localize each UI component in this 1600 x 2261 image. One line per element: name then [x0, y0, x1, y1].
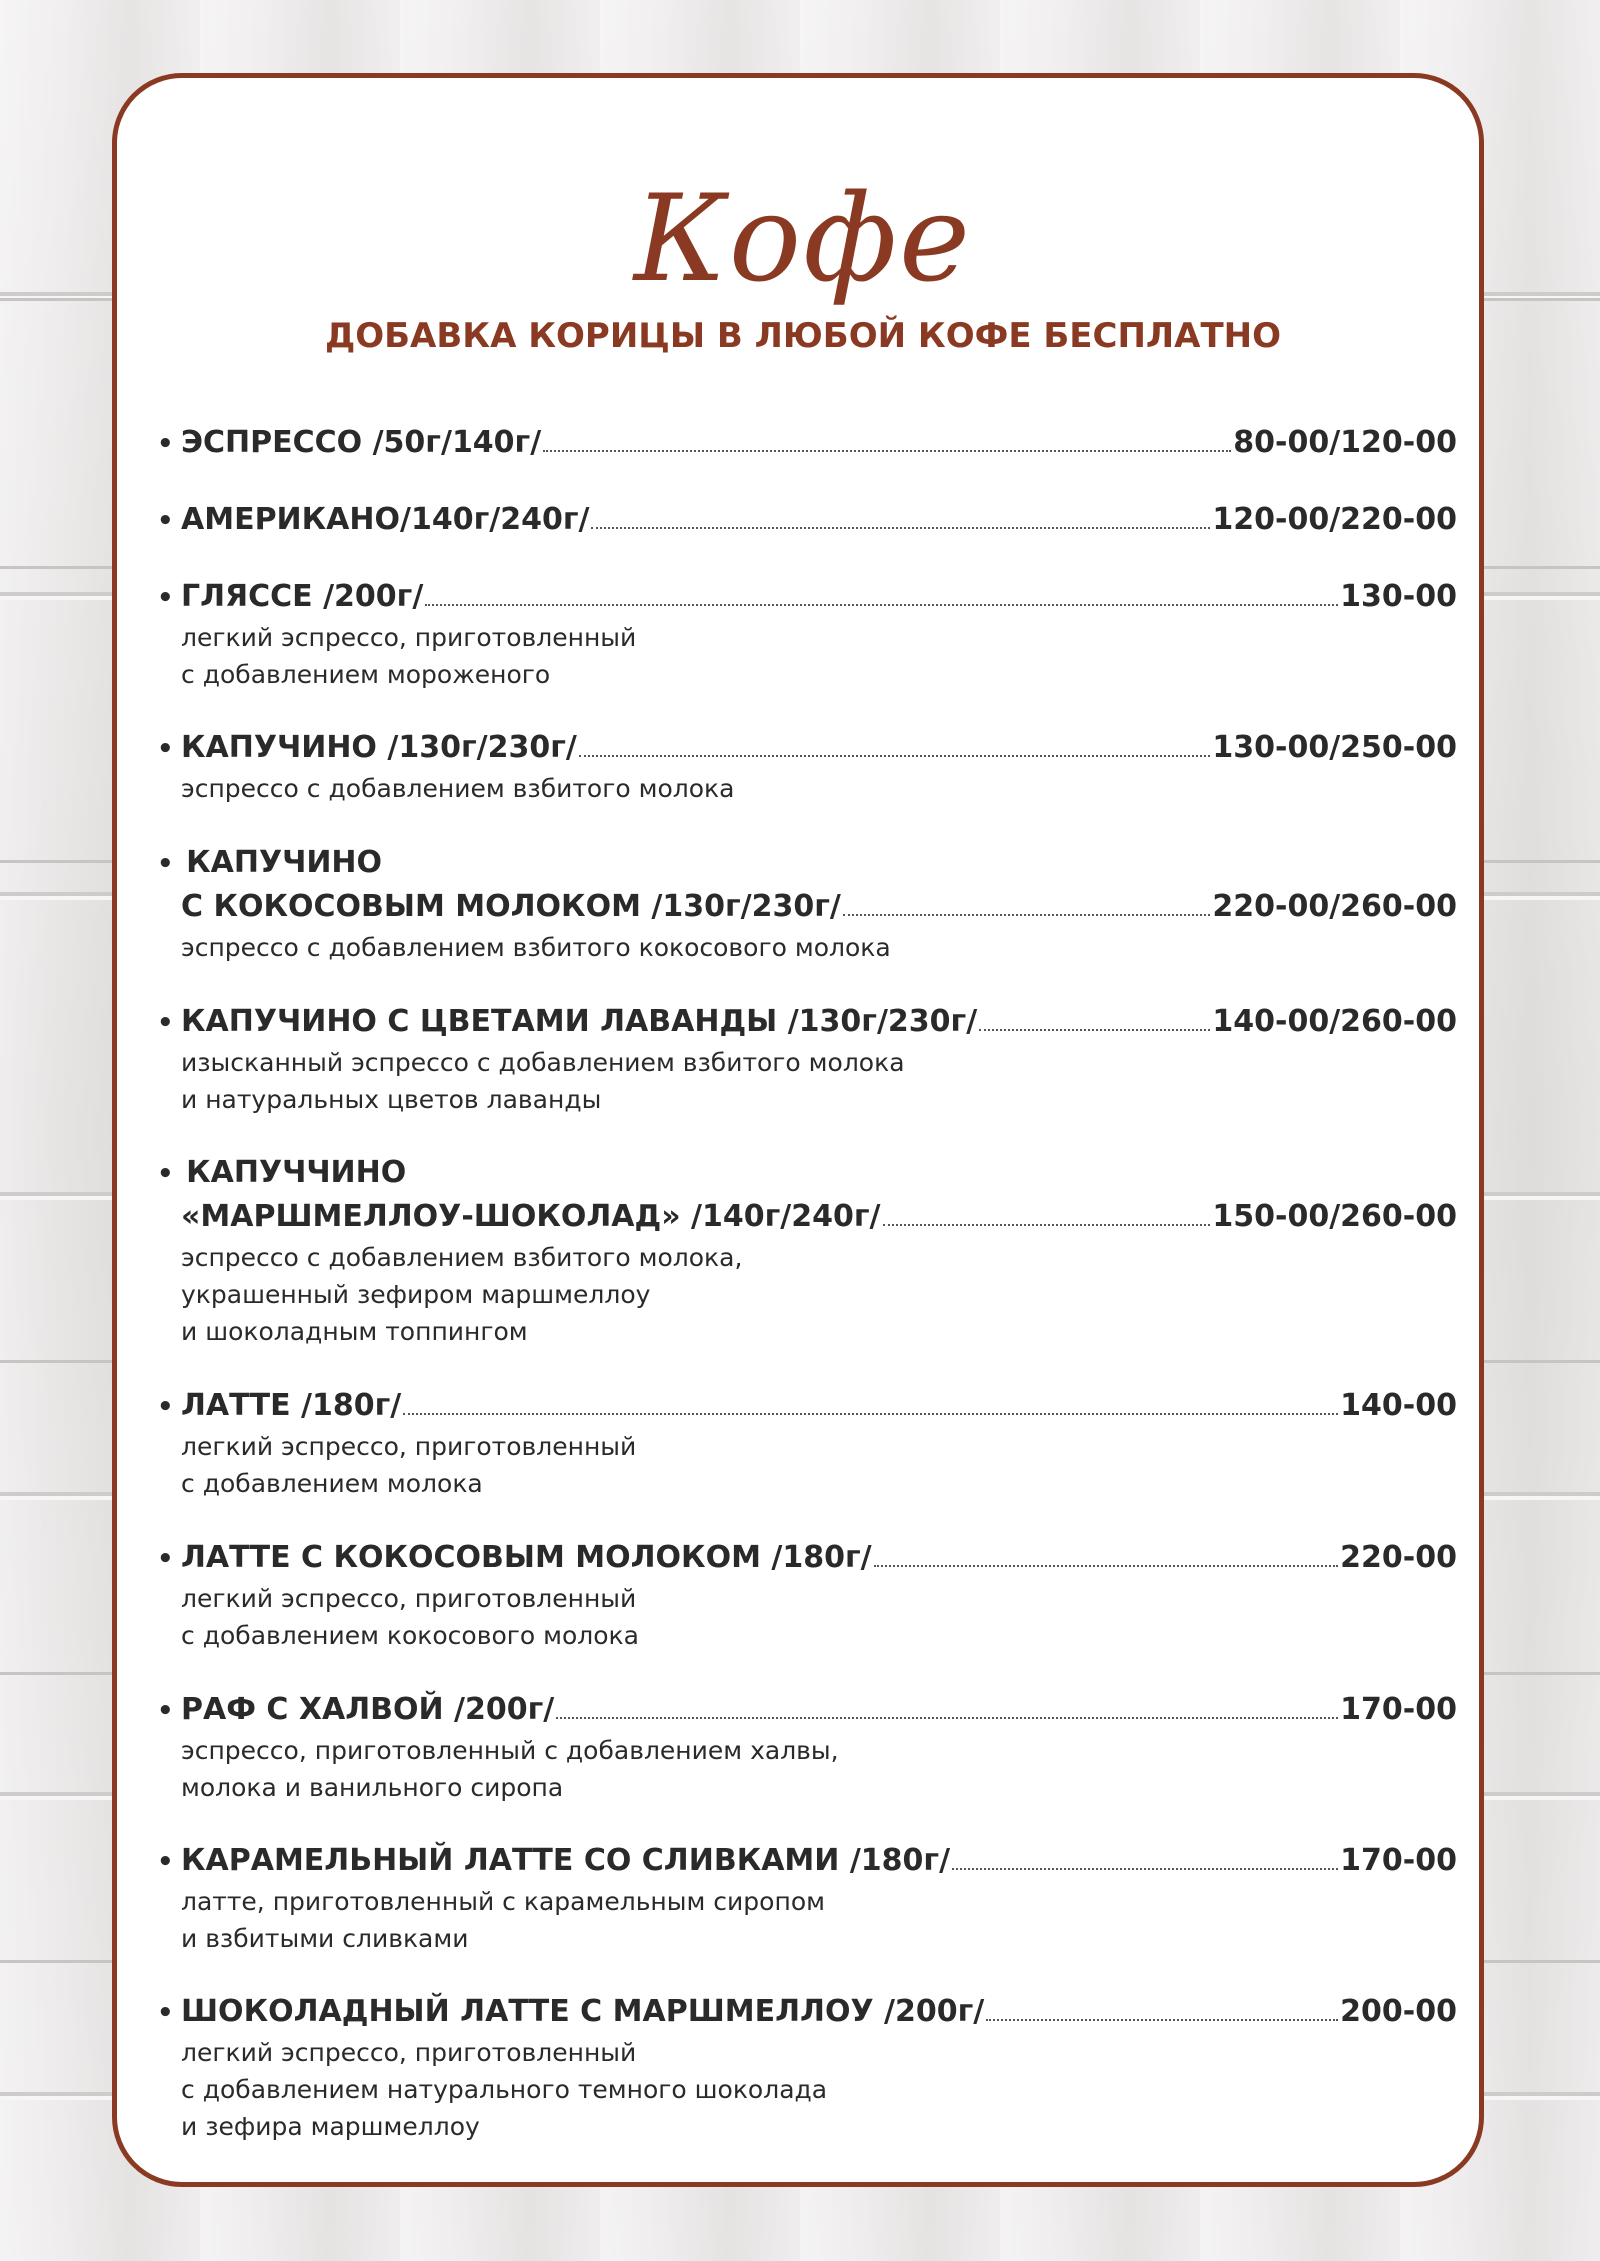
- dot-leader: [986, 2018, 1338, 2021]
- item-name: ЛАТТЕ С КОКОСОВЫМ МОЛОКОМ /180г/: [181, 1540, 872, 1575]
- menu-item-latte-coconut: [157, 1536, 1457, 1654]
- dot-leader: [591, 526, 1210, 529]
- item-description: легкий эспрессо, приготовленный: [181, 1432, 637, 1461]
- bullet-icon: •: [157, 1998, 174, 2028]
- item-description: легкий эспрессо, приготовленный: [181, 623, 637, 652]
- item-name: С КОКОСОВЫМ МОЛОКОМ /130г/230г/: [181, 889, 841, 924]
- item-price: 170-00: [1340, 1692, 1457, 1727]
- item-price: 130-00: [1340, 579, 1457, 614]
- dot-leader: [952, 1867, 1338, 1870]
- item-name: ЛАТТЕ /180г/: [181, 1388, 402, 1423]
- menu-panel: [112, 73, 1484, 2187]
- bullet-icon: •: [157, 734, 174, 764]
- dot-leader: [556, 1716, 1338, 1719]
- item-description: украшенный зефиром маршмеллоу: [181, 1280, 651, 1309]
- dot-leader: [843, 913, 1211, 916]
- dot-leader: [883, 1223, 1211, 1226]
- item-price: 220-00: [1340, 1540, 1457, 1575]
- item-description: латте, приготовленный с карамельным сиропом: [181, 1887, 825, 1916]
- item-description: и натуральных цветов лаванды: [181, 1085, 602, 1114]
- item-name: ШОКОЛАДНЫЙ ЛАТТЕ С МАРШМЕЛЛОУ /200г/: [181, 1994, 985, 2029]
- item-price: 140-00: [1340, 1388, 1457, 1423]
- item-name: «МАРШМЕЛЛОУ-ШОКОЛАД» /140г/240г/: [181, 1199, 881, 1234]
- menu-item-americano: [157, 498, 1457, 542]
- dot-leader: [425, 603, 1338, 606]
- dot-leader: [579, 754, 1211, 757]
- item-description: с добавлением натурального темного шоколада: [181, 2075, 828, 2104]
- item-description: эспрессо с добавлением взбитого молока,: [181, 1243, 743, 1272]
- bullet-icon: •: [157, 849, 174, 879]
- item-name: КАПУЧИНО С ЦВЕТАМИ ЛАВАНДЫ /130г/230г/: [181, 1004, 978, 1039]
- item-name: КАРАМЕЛЬНЫЙ ЛАТТЕ СО СЛИВКАМИ /180г/: [181, 1843, 951, 1878]
- bullet-icon: •: [157, 1159, 174, 1189]
- item-description: с добавлением кокосового молока: [181, 1621, 639, 1650]
- bullet-icon: •: [157, 1392, 174, 1422]
- bullet-icon: •: [157, 1544, 174, 1574]
- item-price: 200-00: [1340, 1994, 1457, 2029]
- item-price: 130-00/250-00: [1212, 730, 1457, 765]
- bullet-icon: •: [157, 1008, 174, 1038]
- dot-leader: [874, 1564, 1339, 1567]
- menu-item-glace: [157, 575, 1457, 693]
- menu-item-chocolate-latte: [157, 1990, 1457, 2145]
- menu-item-cappuccino-lavender: [157, 1000, 1457, 1118]
- item-price: 120-00/220-00: [1212, 502, 1457, 537]
- menu-item-cappuccino: [157, 726, 1457, 807]
- menu-item-latte: [157, 1384, 1457, 1502]
- item-price: 150-00/260-00: [1212, 1199, 1457, 1234]
- dot-leader: [543, 449, 1231, 452]
- menu-item-caramel-latte: [157, 1839, 1457, 1957]
- item-name: АМЕРИКАНО/140г/240г/: [181, 502, 590, 537]
- item-description: и взбитыми сливками: [181, 1924, 469, 1953]
- item-description: молока и ванильного сиропа: [181, 1773, 564, 1802]
- page-title: Кофе: [633, 170, 973, 309]
- bullet-icon: •: [157, 429, 174, 459]
- item-description: эспрессо с добавлением взбитого молока: [181, 774, 735, 803]
- item-description: с добавлением мороженого: [181, 660, 551, 689]
- bullet-icon: •: [157, 583, 174, 613]
- item-description: легкий эспрессо, приготовленный: [181, 1584, 637, 1613]
- bullet-icon: •: [157, 506, 174, 536]
- item-name-line1: КАПУЧИНО: [186, 845, 383, 880]
- item-name: ГЛЯССЕ /200г/: [181, 579, 424, 614]
- menu-item-cappuccino-coconut: [157, 841, 1457, 966]
- item-description: эспрессо, приготовленный с добавлением халвы,: [181, 1736, 839, 1765]
- dot-leader: [403, 1412, 1338, 1415]
- item-price: 170-00: [1340, 1843, 1457, 1878]
- item-description: изысканный эспрессо с добавлением взбитого молока: [181, 1048, 905, 1077]
- item-name: РАФ С ХАЛВОЙ /200г/: [181, 1692, 555, 1727]
- item-name: КАПУЧИНО /130г/230г/: [181, 730, 577, 765]
- item-description: легкий эспрессо, приготовленный: [181, 2038, 637, 2067]
- menu-item-raf-halva: [157, 1688, 1457, 1806]
- item-description: и шоколадным топпингом: [181, 1317, 528, 1346]
- cinnamon-note: ДОБАВКА КОРИЦЫ В ЛЮБОЙ КОФЕ БЕСПЛАТНО: [324, 316, 1282, 356]
- item-name-line1: КАПУЧЧИНО: [186, 1155, 407, 1190]
- item-description: эспрессо с добавлением взбитого кокосового молока: [181, 933, 891, 962]
- menu-item-cappuccino-marshmallow: [157, 1151, 1457, 1350]
- bullet-icon: •: [157, 1847, 174, 1877]
- menu-item-espresso: [157, 421, 1457, 465]
- item-price: 80-00/120-00: [1233, 425, 1457, 460]
- item-name: ЭСПРЕССО /50г/140г/: [181, 425, 542, 460]
- item-price: 140-00/260-00: [1212, 1004, 1457, 1039]
- item-description: и зефира маршмеллоу: [181, 2112, 480, 2141]
- item-description: с добавлением молока: [181, 1469, 483, 1498]
- dot-leader: [979, 1028, 1210, 1031]
- bullet-icon: •: [157, 1696, 174, 1726]
- item-price: 220-00/260-00: [1212, 889, 1457, 924]
